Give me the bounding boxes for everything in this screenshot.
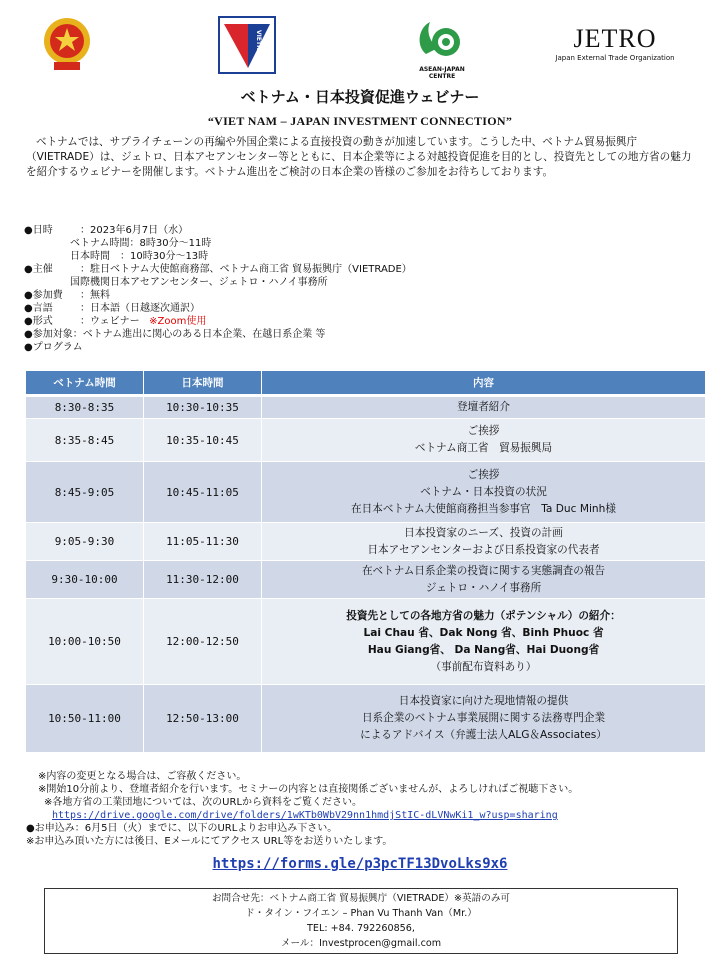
content-line: 投資先としての各地方省の魅力（ポテンシャル）の紹介： bbox=[346, 609, 621, 622]
asean-japan-centre-text: ASEAN-JAPAN CENTRE bbox=[419, 66, 465, 80]
content-line: ジェトロ・ハノイ事務所 bbox=[425, 581, 542, 594]
vietnam-time-cell: 8:45-9:05 bbox=[26, 462, 144, 523]
japan-time-cell: 12:50-13:00 bbox=[144, 685, 262, 753]
vietnam-time: ベトナム時間：8時30分～11時 bbox=[70, 238, 212, 249]
vietrade-logo bbox=[218, 16, 276, 74]
title-japanese: ベトナム・日本投資促進ウェビナー bbox=[240, 88, 480, 106]
vietnam-time-cell: 9:05-9:30 bbox=[26, 523, 144, 561]
content-line: ベトナム・日本投資の状況 bbox=[420, 485, 547, 498]
contact-org: お問合せ先：ベトナム商工省 貿易振興庁（VIETRADE）※英語のみ可 bbox=[211, 893, 511, 904]
content-line: 在ベトナム日系企業の投資に関する実態調査の報告 bbox=[361, 564, 606, 577]
program-label: ●プログラム bbox=[24, 342, 83, 353]
content-cell bbox=[262, 685, 706, 753]
contact-phone: TEL: +84. 792260856, bbox=[307, 923, 415, 934]
contact-person: ド・タイン・フイエン – Phan Vu Thanh Van（Mr.） bbox=[245, 908, 477, 919]
content-line: ベトナム商工省 貿易振興局 bbox=[414, 442, 553, 454]
host-value: ：駐日ベトナム大使館商務部、ベトナム商工省 貿易振興庁（VIETRADE） bbox=[80, 264, 412, 275]
japan-time-cell: 12:00-12:50 bbox=[144, 599, 262, 685]
program-header-row bbox=[26, 371, 706, 397]
registration-form-link[interactable]: https://forms.gle/p3pcTF13DvoLks9x6 bbox=[212, 856, 508, 872]
fee-value: ：無料 bbox=[80, 290, 110, 301]
note-industrial-parks: ※各地方省の工業団地については、次のURLから資料をご覧ください。 bbox=[44, 797, 363, 808]
table-row bbox=[26, 397, 706, 419]
header-japan-time: 日本時間 bbox=[144, 371, 262, 397]
fee-label: ●参加費 bbox=[24, 290, 63, 301]
host-value-2: 国際機関日本アセアンセンター、ジェトロ・ハノイ事務所 bbox=[70, 277, 328, 288]
intro-paragraph: ベトナムでは、サプライチェーンの再編や外国企業による直接投資の動きが加速しています。こうした中、ベトナム貿易振興庁（VIETRADE）は、ジェトロ、日本アセアンセンター等とともに、日本企業等による対越投資促進を目的とし、投資先としての地方省の魅力を紹介するウェビナーを開催します。ベトナム進出をご検討の日本企業の皆様のご参加をお待ちしております。 bbox=[26, 136, 692, 178]
language-value: ：日本語（日越逐次通訳） bbox=[80, 303, 200, 314]
table-row bbox=[26, 599, 706, 685]
content-line: によるアドバイス（弁護士法人ALG＆Associates） bbox=[360, 729, 607, 741]
content-cell bbox=[262, 599, 706, 685]
format-label: ●形式 bbox=[24, 316, 53, 327]
contact-box bbox=[44, 888, 678, 954]
zoom-note: ※Zoom使用 bbox=[149, 316, 207, 327]
content-cell bbox=[262, 523, 706, 561]
table-row bbox=[26, 561, 706, 599]
vietnam-emblem-logo bbox=[42, 14, 92, 74]
table-row bbox=[26, 685, 706, 753]
vietnam-time-cell: 8:35-8:45 bbox=[26, 419, 144, 462]
drive-link[interactable]: https://drive.google.com/drive/folders/1wKTb0WbV29nn1hmdjStIC-dLVNwKi1_w?usp=sharing bbox=[52, 810, 558, 821]
content-line: Hau Giang省、 Da Nang省、Hai Duong省 bbox=[367, 643, 600, 656]
japan-time-cell: 10:45-11:05 bbox=[144, 462, 262, 523]
japan-time-cell: 11:05-11:30 bbox=[144, 523, 262, 561]
notes-section bbox=[26, 770, 716, 848]
note-speaker-intro: ※開始10分前より、登壇者紹介を行います。セミナーの内容とは直接関係ございませんが、よろしければご視聴下さい。 bbox=[38, 784, 579, 795]
japan-time-cell: 10:30-10:35 bbox=[144, 397, 262, 419]
date-label: ●日時 bbox=[24, 225, 53, 236]
content-line: 日本投資家のニーズ、投資の計画 bbox=[404, 526, 563, 539]
note-access-url: ※お申込み頂いた方には後日、Eメールにてアクセス URL等をお送りいたします。 bbox=[26, 836, 393, 847]
content-line: 在日本ベトナム大使館商務担当参事官 Ta Duc Minh様 bbox=[351, 502, 616, 515]
content-line: ご挨拶 bbox=[467, 468, 500, 481]
content-line: Lai Chau 省、Dak Nong 省、Binh Phuoc 省 bbox=[363, 626, 604, 639]
contact-email: メール：Investprocen@gmail.com bbox=[280, 938, 442, 949]
japan-time-cell: 11:30-12:00 bbox=[144, 561, 262, 599]
language-label: ●言語 bbox=[24, 303, 53, 314]
header-content: 内容 bbox=[262, 371, 706, 397]
content-line: 登壇者紹介 bbox=[457, 401, 510, 413]
note-registration: ●お申込み：6月5日（火）までに、以下のURLよりお申込み下さい。 bbox=[26, 823, 338, 834]
content-line: ご挨拶 bbox=[467, 425, 500, 437]
format-value: ：ウェビナー bbox=[80, 316, 140, 327]
event-details bbox=[24, 224, 704, 354]
content-cell bbox=[262, 462, 706, 523]
jetro-logo bbox=[550, 24, 680, 70]
content-line: 日本アセアンセンターおよび日系投資家の代表者 bbox=[367, 543, 600, 556]
content-line: 日本投資家に向けた現地情報の提供 bbox=[398, 695, 569, 707]
content-line: 日系企業のベトナム事業展開に関する法務専門企業 bbox=[361, 712, 606, 724]
content-line: （事前配布資料あり） bbox=[430, 660, 537, 673]
vietnam-time-cell: 10:00-10:50 bbox=[26, 599, 144, 685]
host-label: ●主催 bbox=[24, 264, 53, 275]
header-vietnam-time: ベトナム時間 bbox=[26, 371, 144, 397]
vietrade-logo-text: VIETRADE bbox=[255, 30, 262, 64]
content-cell bbox=[262, 397, 706, 419]
japan-time: 日本時間 ：10時30分～13時 bbox=[70, 251, 209, 262]
vietnam-time-cell: 10:50-11:00 bbox=[26, 685, 144, 753]
program-table bbox=[26, 371, 706, 753]
date-value: ：2023年6月7日（水） bbox=[80, 225, 189, 236]
content-cell bbox=[262, 419, 706, 462]
vietnam-time-cell: 8:30-8:35 bbox=[26, 397, 144, 419]
japan-time-cell: 10:35-10:45 bbox=[144, 419, 262, 462]
jetro-logo-sub: Japan External Trade Organization bbox=[555, 54, 675, 62]
table-row bbox=[26, 523, 706, 561]
content-cell bbox=[262, 561, 706, 599]
note-schedule-change: ※内容の変更となる場合は、ご容赦ください。 bbox=[38, 771, 247, 782]
table-row bbox=[26, 462, 706, 523]
jetro-logo-name: JETRO bbox=[573, 24, 657, 53]
asean-japan-centre-logo bbox=[412, 14, 472, 80]
vietnam-time-cell: 9:30-10:00 bbox=[26, 561, 144, 599]
target-audience: ●参加対象：ベトナム進出に関心のある日本企業、在越日系企業 等 bbox=[24, 329, 326, 340]
table-row bbox=[26, 419, 706, 462]
title-english: “VIET NAM – JAPAN INVESTMENT CONNECTION” bbox=[207, 114, 513, 128]
